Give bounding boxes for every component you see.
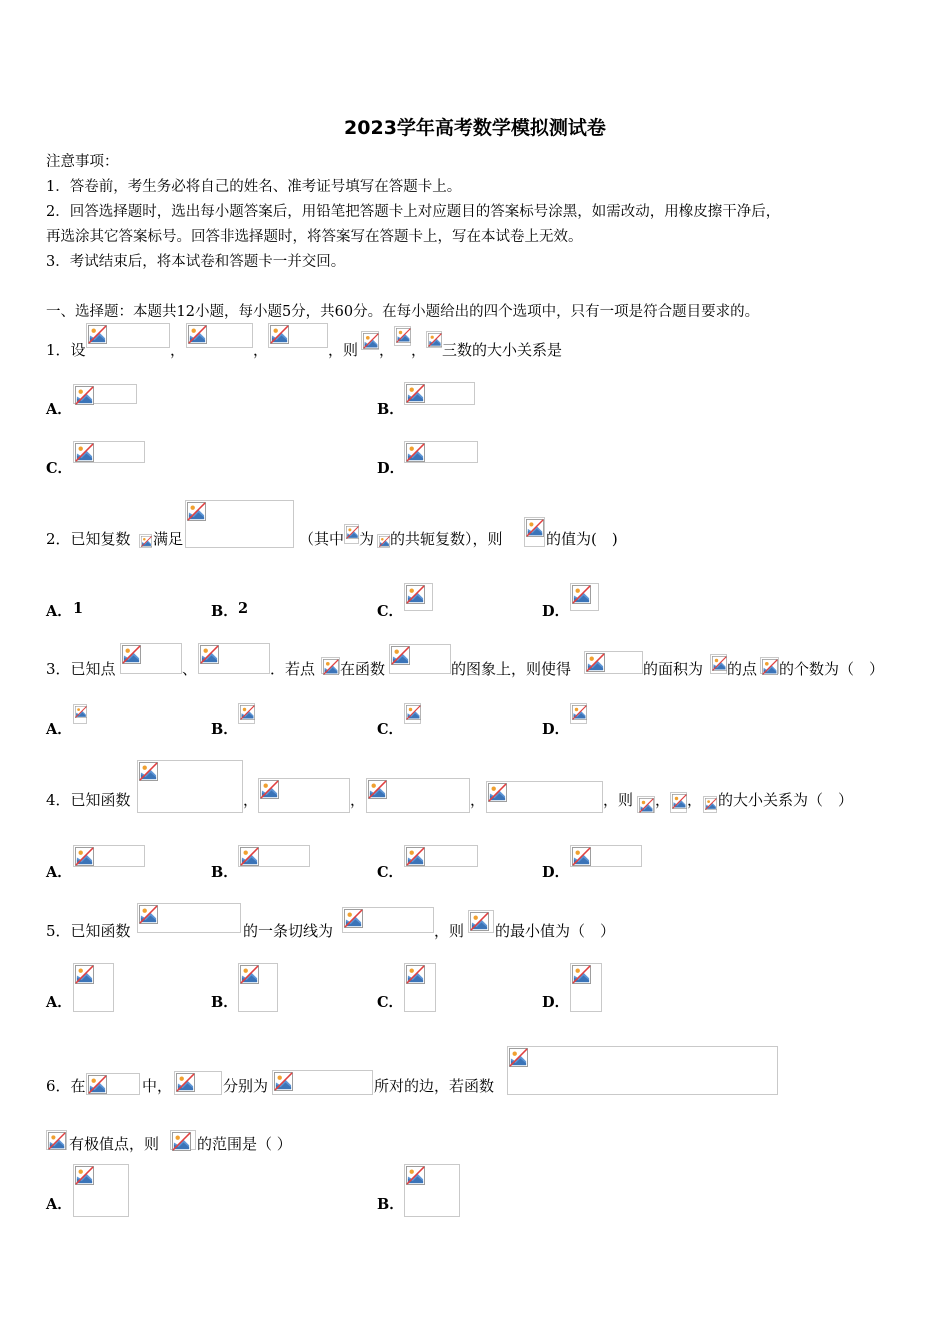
- q6-option-a: [73, 1164, 129, 1217]
- q2-option-b: 2: [238, 600, 249, 617]
- q2-text: 为: [359, 530, 375, 548]
- q3-text: 、: [182, 660, 198, 678]
- q3-option-d-label: D．: [542, 721, 570, 738]
- q6-formula-function: [507, 1046, 778, 1095]
- broken-image-icon: [526, 519, 544, 537]
- broken-image-icon: [141, 536, 152, 547]
- q6-text: 所对的边，若函数: [374, 1077, 495, 1095]
- broken-image-icon: [122, 645, 141, 664]
- q3-option-b: [238, 703, 255, 724]
- q4-text: 的大小关系为（ ）: [718, 791, 854, 809]
- q3-text: ．若点: [270, 660, 316, 678]
- broken-image-icon: [705, 798, 717, 810]
- broken-image-icon: [270, 325, 289, 344]
- q1-option-b-label: B．: [377, 401, 404, 418]
- q4-symbol-a: [637, 796, 655, 813]
- broken-image-icon: [139, 762, 158, 781]
- q5-text: 的一条切线为: [243, 922, 334, 940]
- q3-symbol-p: [321, 657, 340, 674]
- q1-symbol-a: [361, 331, 379, 350]
- q3-text: 在函数: [340, 660, 386, 678]
- q3-symbol-p2: [760, 657, 779, 674]
- q3-formula-function: [389, 644, 451, 674]
- broken-image-icon: [762, 659, 778, 675]
- q1-symbol-c: [426, 331, 442, 348]
- broken-image-icon: [488, 783, 507, 802]
- q3-point-b: [198, 643, 270, 674]
- broken-image-icon: [323, 659, 339, 675]
- q4-comma: ，: [687, 791, 703, 809]
- broken-image-icon: [75, 706, 87, 718]
- broken-image-icon: [75, 1166, 94, 1185]
- broken-image-icon: [379, 536, 390, 547]
- broken-image-icon: [363, 333, 379, 349]
- notice-heading: 注意事项：: [46, 154, 119, 170]
- q2-text: （其中: [299, 530, 345, 548]
- q6-formula-sides: [174, 1071, 222, 1095]
- broken-image-icon: [406, 965, 425, 984]
- broken-image-icon: [139, 905, 158, 924]
- q1-option-a-label: A．: [46, 401, 72, 418]
- q3-formula-triangle: [584, 651, 643, 674]
- q2-option-d: [570, 583, 599, 611]
- q1-option-b: [404, 382, 475, 405]
- q2-option-a-label: A．: [46, 603, 72, 620]
- broken-image-icon: [75, 965, 94, 984]
- q2-formula-condition: [185, 500, 294, 548]
- q6-text: 的范围是（ ）: [197, 1135, 292, 1153]
- q5-formula-target: [468, 910, 494, 933]
- q4-formula-b: [366, 778, 470, 813]
- q5-formula-function: [137, 903, 241, 933]
- q5-option-c: [404, 963, 436, 1012]
- broken-image-icon: [187, 502, 206, 521]
- q4-formula-c: [486, 781, 603, 813]
- q1-comma: ，: [253, 341, 269, 359]
- broken-image-icon: [188, 325, 207, 344]
- q3-symbol-area: [710, 654, 727, 674]
- broken-image-icon: [572, 585, 591, 604]
- q5-text: 的最小值为（ ）: [495, 922, 616, 940]
- broken-image-icon: [391, 646, 410, 665]
- broken-image-icon: [88, 1075, 107, 1094]
- broken-image-icon: [368, 780, 387, 799]
- q3-option-a: [73, 704, 87, 724]
- broken-image-icon: [428, 333, 442, 347]
- q4-symbol-c: [703, 796, 717, 813]
- notice-item-3: 3．考试结束后，将本试卷和答题卡一并交回。: [46, 254, 346, 270]
- broken-image-icon: [176, 1073, 195, 1092]
- q2-option-b-label: B．: [211, 603, 238, 620]
- q2-symbol-z: [139, 534, 152, 548]
- broken-image-icon: [572, 705, 587, 720]
- broken-image-icon: [406, 585, 425, 604]
- q6-text: 分别为: [223, 1077, 269, 1095]
- q3-text: 的点: [727, 660, 758, 678]
- q3-option-c: [404, 703, 421, 724]
- q4-option-d: [570, 845, 642, 867]
- broken-image-icon: [509, 1048, 528, 1067]
- q4-formula-function: [137, 760, 243, 813]
- q4-comma: ，: [470, 791, 486, 809]
- q3-text: 的图象上，则使得: [451, 660, 572, 678]
- q6-symbol-angle: [170, 1130, 196, 1150]
- broken-image-icon: [240, 847, 259, 866]
- broken-image-icon: [88, 325, 107, 344]
- q4-option-c-label: C．: [377, 864, 404, 881]
- q3-text: 的面积为: [643, 660, 704, 678]
- broken-image-icon: [406, 384, 425, 403]
- broken-image-icon: [406, 705, 421, 720]
- q1-formula-a: [86, 323, 170, 348]
- q2-formula-target: [524, 517, 545, 547]
- q3-text: 的个数为（ ）: [779, 660, 885, 678]
- q4-option-d-label: D．: [542, 864, 570, 881]
- broken-image-icon: [200, 645, 219, 664]
- q4-symbol-b: [670, 792, 687, 813]
- q4-option-b: [238, 845, 310, 867]
- q6-text: 有极值点，则: [69, 1135, 160, 1153]
- broken-image-icon: [344, 909, 363, 928]
- broken-image-icon: [406, 847, 425, 866]
- q4-option-a-label: A．: [46, 864, 72, 881]
- q4-formula-a: [258, 778, 350, 813]
- q1-text: ，则: [328, 341, 359, 359]
- q4-option-a: [73, 845, 145, 867]
- q4-text: ，则: [603, 791, 634, 809]
- q1-comma: ，: [379, 341, 395, 359]
- q1-option-c: [73, 441, 145, 463]
- q2-text: 满足: [153, 530, 184, 548]
- q5-option-d-label: D．: [542, 994, 570, 1011]
- broken-image-icon: [346, 526, 359, 539]
- q5-text: 5．已知函数: [46, 922, 131, 940]
- q6-symbol-f: [46, 1130, 67, 1150]
- page-title: 2023学年高考数学模拟测试卷: [344, 117, 606, 139]
- q5-option-b-label: B．: [211, 994, 238, 1011]
- q4-comma: ，: [243, 791, 259, 809]
- notice-item-2: 2．回答选择题时，选出每小题答案后，用铅笔把答题卡上对应题目的答案标号涂黑，如需改动，用橡皮擦干净后，: [46, 204, 781, 220]
- q2-option-c-label: C．: [377, 603, 404, 620]
- q3-option-c-label: C．: [377, 721, 404, 738]
- q6-formula-triangle: [86, 1073, 140, 1095]
- broken-image-icon: [672, 794, 687, 809]
- q6-text: 6．在: [46, 1077, 86, 1095]
- q3-option-b-label: B．: [211, 721, 238, 738]
- q6-formula-angles: [272, 1070, 373, 1095]
- q6-option-b: [404, 1164, 460, 1217]
- q2-symbol-z2: [377, 534, 390, 548]
- q6-text: 中，: [142, 1077, 173, 1095]
- broken-image-icon: [75, 847, 94, 866]
- q2-text: 的值为( ): [546, 530, 618, 548]
- q3-option-a-label: A．: [46, 721, 72, 738]
- q1-text: 1．设: [46, 341, 86, 359]
- broken-image-icon: [396, 328, 411, 343]
- q5-text: ，则: [434, 922, 465, 940]
- q1-comma: ，: [411, 341, 427, 359]
- section-heading: 一、选择题：本题共12小题，每小题5分，共60分。在每小题给出的四个选项中，只有一项是符合题目要求的。: [46, 304, 760, 320]
- q3-text: 3．已知点: [46, 660, 116, 678]
- broken-image-icon: [572, 965, 591, 984]
- broken-image-icon: [172, 1132, 191, 1151]
- broken-image-icon: [75, 386, 94, 405]
- broken-image-icon: [274, 1072, 293, 1091]
- q6-option-a-label: A．: [46, 1196, 72, 1213]
- q1-option-a: [73, 384, 137, 404]
- broken-image-icon: [240, 705, 255, 720]
- q2-symbol-zbar: [344, 524, 359, 544]
- q1-option-d-label: D．: [377, 460, 405, 477]
- q5-option-a-label: A．: [46, 994, 72, 1011]
- q5-option-d: [570, 963, 602, 1012]
- broken-image-icon: [406, 443, 425, 462]
- broken-image-icon: [639, 798, 654, 813]
- q1-formula-c: [268, 323, 328, 348]
- broken-image-icon: [240, 965, 259, 984]
- broken-image-icon: [712, 656, 727, 671]
- q2-text: 2．已知复数: [46, 530, 131, 548]
- q5-option-b: [238, 963, 278, 1012]
- q2-text: 的共轭复数），则: [390, 530, 503, 548]
- broken-image-icon: [470, 912, 489, 931]
- q5-formula-tangent: [342, 907, 434, 933]
- q2-option-d-label: D．: [542, 603, 570, 620]
- q2-option-c: [404, 583, 433, 611]
- q1-option-c-label: C．: [46, 460, 73, 477]
- q3-point-a: [120, 643, 182, 674]
- q4-comma: ，: [655, 791, 671, 809]
- q5-option-a: [73, 963, 114, 1012]
- q3-option-d: [570, 703, 587, 724]
- q1-formula-b: [186, 323, 253, 348]
- q4-option-b-label: B．: [211, 864, 238, 881]
- broken-image-icon: [75, 443, 94, 462]
- q1-text: 三数的大小关系是: [442, 341, 563, 359]
- q1-symbol-b: [394, 326, 411, 346]
- broken-image-icon: [406, 1166, 425, 1185]
- broken-image-icon: [260, 780, 279, 799]
- q4-option-c: [404, 845, 478, 867]
- q6-option-b-label: B．: [377, 1196, 404, 1213]
- q4-text: 4．已知函数: [46, 791, 131, 809]
- notice-item-2-cont: 再选涂其它答案标号。回答非选择题时，将答案写在答题卡上，写在本试卷上无效。: [46, 229, 583, 245]
- broken-image-icon: [586, 653, 605, 672]
- notice-item-1: 1．答卷前，考生务必将自己的姓名、准考证号填写在答题卡上。: [46, 179, 462, 195]
- q1-comma: ，: [170, 341, 186, 359]
- q2-option-a: 1: [73, 600, 84, 617]
- q4-comma: ，: [350, 791, 366, 809]
- q1-option-d: [404, 441, 478, 463]
- q5-option-c-label: C．: [377, 994, 404, 1011]
- broken-image-icon: [572, 847, 591, 866]
- broken-image-icon: [48, 1132, 66, 1150]
